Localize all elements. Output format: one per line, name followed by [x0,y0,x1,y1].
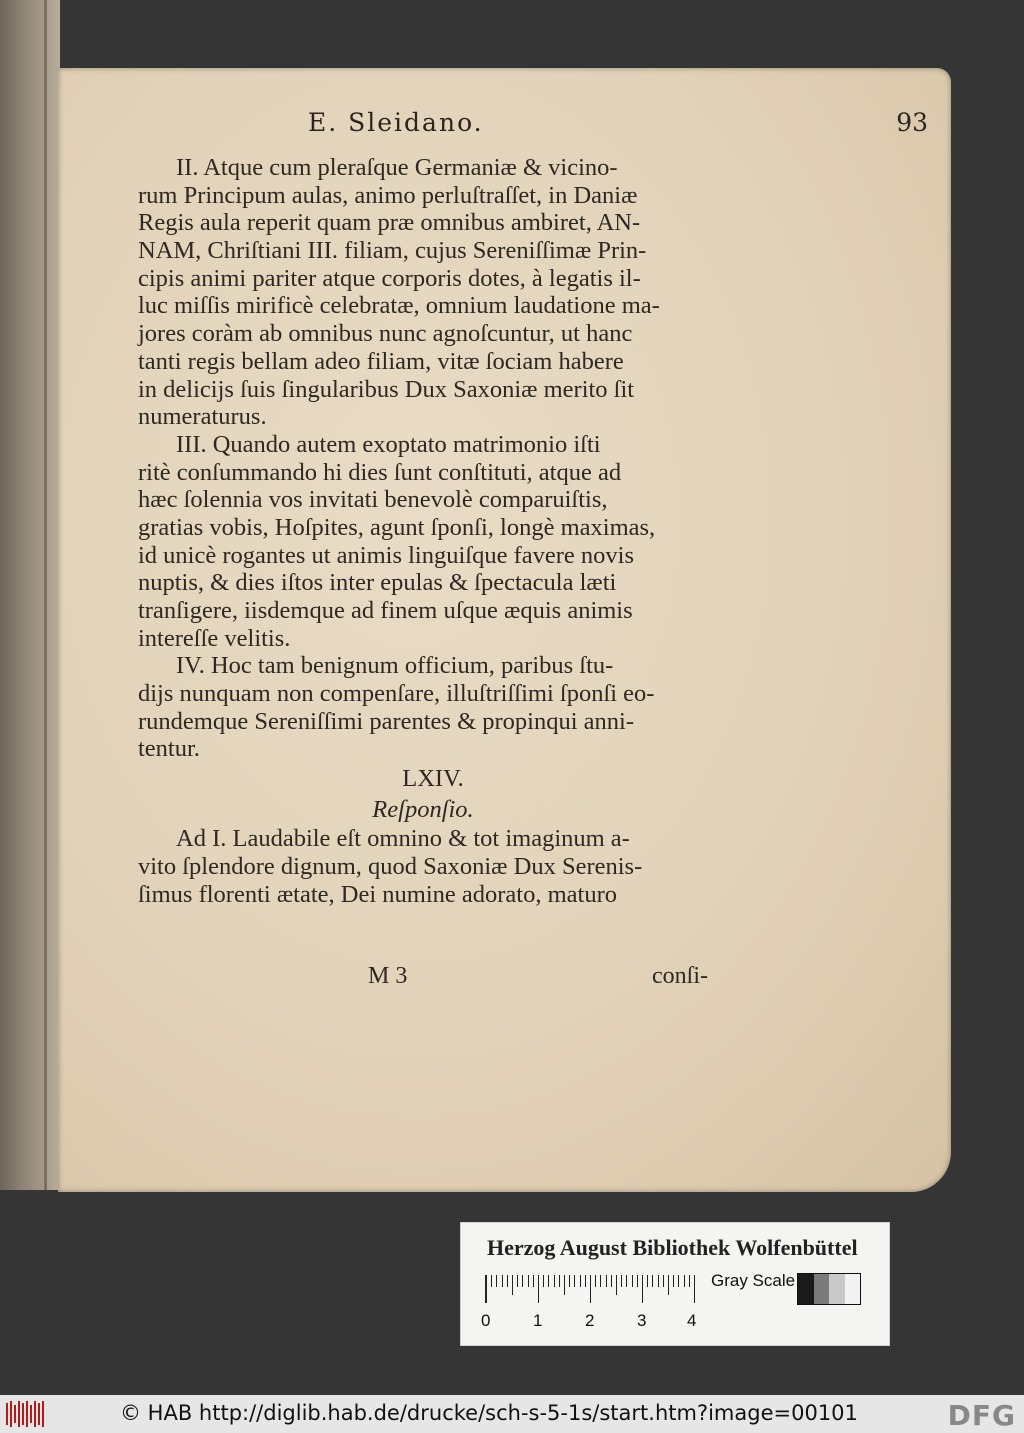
text-line: numeraturus. [138,403,267,431]
ruler-tick [668,1275,669,1295]
text-line: rum Principum aulas, animo perluſtraſſet, in Daniæ [138,181,638,209]
ruler-tick [684,1275,685,1287]
ruler-tick [569,1275,570,1287]
ruler-tick [600,1275,601,1287]
ruler-tick [678,1275,679,1287]
ruler-tick [517,1275,518,1287]
text-line: ritè conſummando hi dies ſunt conſtituti, atque ad [138,458,622,486]
binding-edge [44,0,47,1190]
color-calibration-card [460,1222,890,1346]
ruler-number: 0 [481,1311,491,1330]
ruler-tick [694,1275,695,1303]
ruler-tick [590,1275,591,1303]
text-line: tanti regis bellam adeo filiam, vitæ ſociam habere [138,347,624,375]
ruler-tick [528,1275,529,1287]
ruler-tick [616,1275,617,1295]
ruler-tick [554,1275,555,1287]
ruler-tick [491,1275,492,1287]
ruler-tick [637,1275,638,1287]
text-line: in delicijs ſuis ſingularibus Dux Saxoniæ merito ſit [138,375,635,403]
swatch-light-gray [829,1274,845,1304]
ruler-tick [611,1275,612,1287]
ruler-tick [522,1275,523,1287]
book-binding [0,0,60,1190]
text-line: Ad I. Laudabile eſt omnino & tot imaginum a- [176,825,630,853]
ruler-tick [580,1275,581,1287]
text-line: rundemque Sereniſſimi parentes & propinqui anni- [138,707,635,735]
book-page [58,68,951,1192]
section-heading: Reſponſio. [372,796,474,824]
text-line: gratias vobis, Hoſpites, agunt ſponſi, longè maximas, [138,513,656,541]
text-line: Regis aula reperit quam præ omnibus ambiret, AN- [138,209,641,237]
text-line: vito ſplendore dignum, quod Saxoniæ Dux Serenis- [138,852,643,880]
ruler-tick [543,1275,544,1287]
ruler-tick [533,1275,534,1287]
text-line: hæc ſolennia vos invitati benevolè comparuiſtis, [138,486,608,514]
catchword: conſi- [652,963,708,989]
ruler-tick [502,1275,503,1287]
ruler-tick [652,1275,653,1287]
text-line: III. Quando autem exoptato matrimonio iſti [176,430,601,458]
footer-bar [0,1395,1024,1433]
ruler-tick [663,1275,664,1287]
ruler-tick [606,1275,607,1287]
ruler-tick [507,1275,508,1287]
text-line: dijs nunquam non compenſare, illuſtriſſimi ſponſi eo- [138,680,655,708]
text-line: tranſigere, iisdemque ad finem uſque æquis animis [138,597,633,624]
ruler-tick [647,1275,648,1287]
hab-logo-icon [6,1401,46,1427]
ruler-tick [595,1275,596,1287]
ruler-numbers [481,1311,701,1333]
ruler-tick [673,1275,674,1287]
running-header [308,108,928,152]
card-title: Herzog August Bibliothek Wolfenbüttel [487,1235,858,1260]
ruler-tick [564,1275,565,1295]
ruler-tick [548,1275,549,1287]
section-number: LXIV. [402,765,464,793]
ruler-tick [658,1275,659,1287]
ruler-number: 2 [585,1311,595,1330]
body-text [138,154,708,908]
ruler-tick [632,1275,633,1287]
ruler-number: 1 [533,1311,543,1330]
ruler-tick [559,1275,560,1287]
header-title: E. Sleidano. [308,108,484,137]
text-line: nuptis, & dies iſtos inter epulas & ſpectacula læti [138,569,617,597]
text-line: intereſſe velitis. [138,624,291,652]
dfg-logo: DFG [947,1399,1016,1432]
text-line: cipis animi pariter atque corporis dotes, à legatis il- [138,264,641,292]
ruler-tick [512,1275,513,1295]
ruler-tick [689,1275,690,1287]
page-number: 93 [896,108,928,137]
ruler-tick [585,1275,586,1287]
swatch-white [845,1274,861,1304]
ruler-number: 3 [637,1311,647,1330]
text-line: II. Atque cum pleraſque Germaniæ & vicino- [176,154,618,181]
ruler-tick [486,1275,487,1303]
gray-scale-label: Gray Scale [711,1271,796,1290]
ruler-tick [621,1275,622,1287]
signature-mark: M 3 [368,963,408,989]
text-line: tentur. [138,735,200,763]
ruler-tick [626,1275,627,1287]
signature-line [138,963,708,993]
ruler-number: 4 [687,1311,697,1330]
ruler-tick [574,1275,575,1287]
text-line: NAM, Chriſtiani III. filiam, cujus Sereniſſimæ Prin- [138,237,647,265]
text-line: jores coràm ab omnibus nunc agnoſcuntur, ut hanc [138,320,633,348]
ruler-tick [538,1275,539,1303]
ruler-tick [496,1275,497,1287]
ruler-tick [642,1275,643,1303]
text-line: luc miſſis mirificè celebratæ, omnium laudatione ma- [138,292,660,320]
scale-ruler [485,1275,698,1303]
text-line: IV. Hoc tam benignum officium, paribus ſtu- [176,652,614,680]
swatch-black [798,1274,814,1304]
swatch-dark-gray [814,1274,830,1304]
text-line: ſimus florenti ætate, Dei numine adorato, maturo [138,880,617,908]
copyright-link[interactable]: © HAB http://diglib.hab.de/drucke/sch-s-5-1s/start.htm?image=00101 [120,1401,858,1425]
text-line: id unicè rogantes ut animis linguiſque favere novis [138,541,635,569]
gray-scale-swatch [797,1273,861,1305]
